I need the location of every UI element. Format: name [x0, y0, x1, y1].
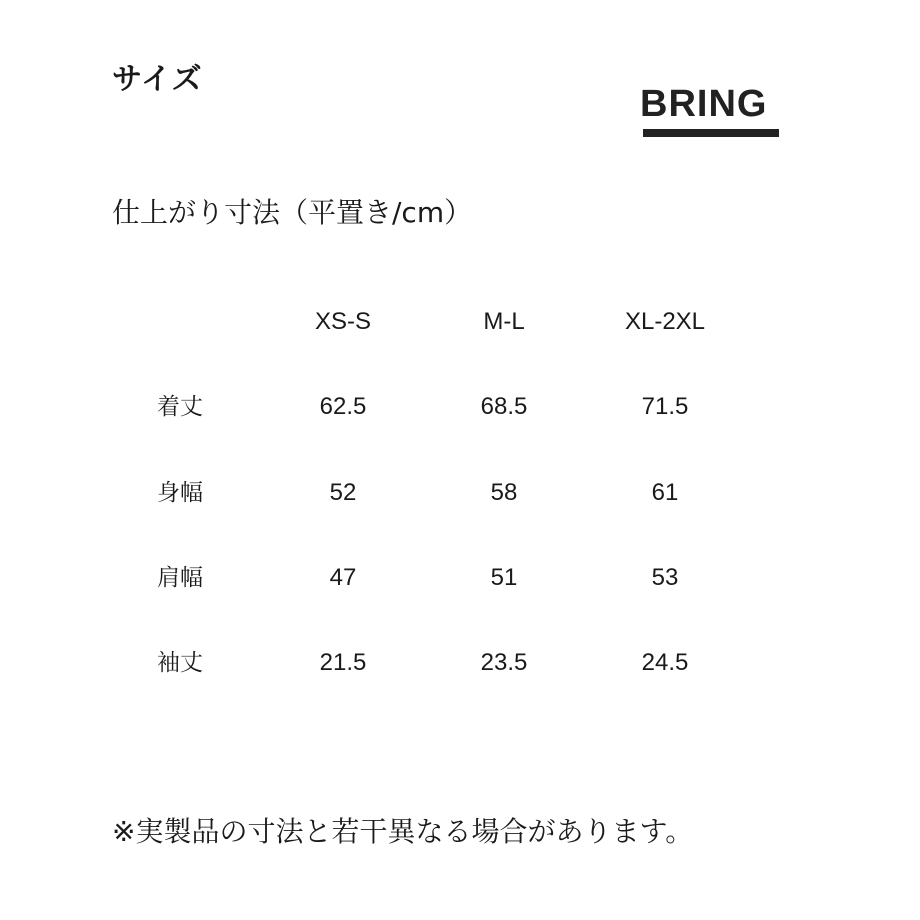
table-cell: 58 [490, 479, 518, 506]
row-label-sleeve-length: 袖丈 [157, 650, 203, 676]
table-cell: 62.5 [319, 393, 367, 420]
table-cell: 24.5 [641, 649, 689, 676]
brand-logo-text: BRING [640, 83, 768, 125]
table-cell: 61 [651, 479, 679, 506]
section-subtitle: 仕上がり寸法（平置き/cm） [112, 196, 473, 229]
table-cell: 23.5 [480, 649, 528, 676]
brand-logo [640, 84, 782, 142]
table-cell: 51 [490, 564, 518, 591]
column-header-xl-2xl: XL-2XL [624, 308, 706, 335]
row-label-body-width: 身幅 [157, 480, 203, 506]
table-cell: 53 [651, 564, 679, 591]
table-cell: 52 [329, 479, 357, 506]
row-label-length: 着丈 [157, 394, 203, 420]
row-label-shoulder-width: 肩幅 [157, 565, 203, 591]
column-header-xs-s: XS-S [314, 308, 371, 335]
table-cell: 71.5 [641, 393, 689, 420]
brand-logo-underline [643, 129, 779, 137]
table-cell: 68.5 [480, 393, 528, 420]
column-header-m-l: M-L [483, 308, 525, 335]
disclaimer-note: ※実製品の寸法と若干異なる場合があります。 [112, 815, 694, 848]
table-cell: 21.5 [319, 649, 367, 676]
table-cell: 47 [329, 564, 357, 591]
page-title: サイズ [112, 62, 203, 97]
